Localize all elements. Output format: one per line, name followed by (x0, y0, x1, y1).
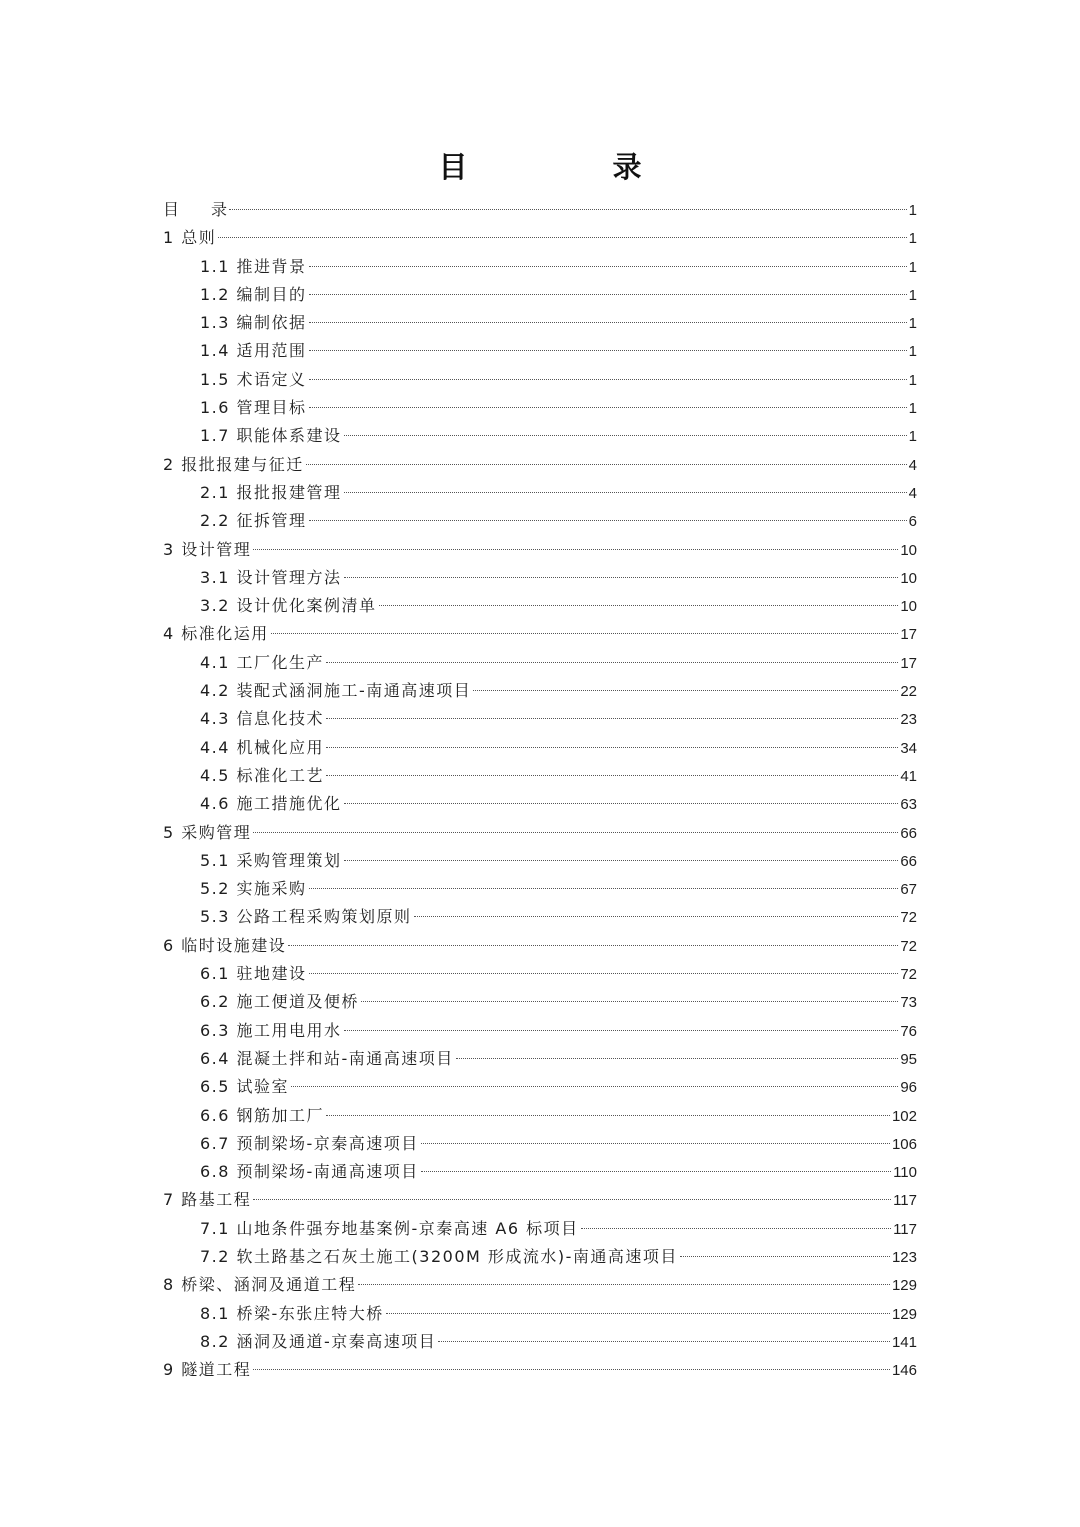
toc-entry-page: 1 (908, 315, 917, 333)
toc-dot-leader (306, 464, 907, 465)
toc-entry-page: 10 (900, 598, 917, 616)
toc-dot-leader (473, 690, 898, 691)
toc-dot-leader (309, 407, 907, 408)
toc-entry[interactable] (163, 592, 917, 620)
toc-entry-text: 3.1 设计管理方法 (200, 567, 342, 587)
toc-entry[interactable] (163, 1215, 917, 1243)
toc-entry[interactable] (163, 734, 917, 762)
toc-dot-leader (344, 1030, 899, 1031)
toc-entry[interactable] (163, 309, 917, 337)
toc-dot-leader (309, 520, 907, 521)
toc-entry-page: 1 (908, 258, 917, 276)
toc-dot-leader (309, 888, 899, 889)
toc-dot-leader (309, 973, 899, 974)
toc-dot-leader (309, 379, 907, 380)
toc-dot-leader (253, 1199, 891, 1200)
toc-title: 目 录 (438, 150, 700, 184)
toc-dot-leader (680, 1256, 890, 1257)
toc-entry-text: 4.3 信息化技术 (200, 709, 325, 729)
toc-entry-page: 4 (908, 456, 917, 474)
toc-entry-page: 72 (900, 966, 917, 984)
toc-dot-leader (326, 747, 898, 748)
toc-entry-text: 5.3 公路工程采购策划原则 (200, 907, 412, 927)
toc-entry-page: 1 (908, 343, 917, 361)
toc-dot-leader (271, 633, 899, 634)
toc-entry-page: 146 (891, 1362, 917, 1380)
toc-entry[interactable] (163, 960, 917, 988)
toc-dot-leader (386, 1313, 890, 1314)
toc-entry-text: 1.2 编制目的 (200, 284, 307, 304)
toc-entry-page: 110 (893, 1164, 917, 1182)
toc-dot-leader (379, 605, 899, 606)
toc-entry-page: 141 (891, 1333, 917, 1351)
toc-entry[interactable] (163, 1243, 917, 1271)
toc-dot-leader (361, 1001, 898, 1002)
toc-entry[interactable] (163, 677, 917, 705)
toc-entry-text: 4.4 机械化应用 (200, 737, 325, 757)
toc-entry-text: 6.4 混凝土拌和站-南通高速项目 (200, 1048, 454, 1068)
toc-entry-page: 6 (908, 513, 917, 531)
toc-entry-text: 5.1 采购管理策划 (200, 850, 342, 870)
toc-entry[interactable] (163, 394, 917, 422)
toc-entry-text: 1.3 编制依据 (200, 313, 307, 333)
toc-dot-leader (309, 266, 907, 267)
toc-entry[interactable] (163, 1073, 917, 1101)
toc-dot-leader (581, 1228, 891, 1229)
toc-entry-text: 6.7 预制梁场-京秦高速项目 (200, 1133, 419, 1153)
toc-entry[interactable] (163, 1356, 917, 1384)
toc-entry[interactable] (163, 1102, 917, 1130)
toc-entry[interactable] (163, 1186, 917, 1214)
toc-entry-text: 1.1 推进背景 (200, 256, 307, 276)
toc-dot-leader (414, 916, 899, 917)
toc-entry-text: 2.2 征拆管理 (200, 511, 307, 531)
toc-dot-leader (253, 832, 898, 833)
toc-entry-text: 4.2 装配式涵洞施工-南通高速项目 (200, 681, 472, 701)
toc-entry[interactable] (163, 649, 917, 677)
toc-entry-page: 17 (900, 626, 917, 644)
toc-entry-page: 102 (891, 1107, 917, 1125)
toc-entry-text: 2.1 报批报建管理 (200, 482, 342, 502)
toc-dot-leader (358, 1284, 890, 1285)
toc-entry-text: 6.2 施工便道及便桥 (200, 992, 360, 1012)
toc-entry[interactable] (163, 1130, 917, 1158)
toc-entry-page: 67 (900, 881, 917, 899)
toc-entry-text: 4 标准化运用 (163, 624, 269, 644)
toc-entry[interactable] (163, 847, 917, 875)
toc-dot-leader (326, 1115, 890, 1116)
toc-entry[interactable] (163, 1300, 917, 1328)
toc-entry[interactable] (163, 875, 917, 903)
toc-entry[interactable] (163, 451, 917, 479)
toc-entry[interactable] (163, 790, 917, 818)
toc-entry-page: 129 (891, 1277, 917, 1295)
toc-entry-page: 1 (908, 202, 917, 219)
toc-entry-text: 6.1 驻地建设 (200, 964, 307, 984)
toc-entry-text: 6 临时设施建设 (163, 935, 287, 955)
toc-entry[interactable] (163, 1328, 917, 1356)
toc-entry-page: 66 (900, 852, 917, 870)
toc-entry-page: 4 (908, 484, 917, 502)
toc-dot-leader (344, 435, 907, 436)
toc-entry-page: 1 (908, 400, 917, 418)
toc-dot-leader (326, 718, 898, 719)
toc-entry-page: 73 (900, 994, 917, 1012)
toc-entry-page: 96 (900, 1079, 917, 1097)
toc-entry-page: 10 (900, 569, 917, 587)
toc-entry-text: 6.3 施工用电用水 (200, 1020, 342, 1040)
toc-entry-text: 4.1 工厂化生产 (200, 652, 325, 672)
toc-entry-text: 3.2 设计优化案例清单 (200, 596, 377, 616)
toc-entry-text: 7.1 山地条件强夯地基案例-京秦高速 A6 标项目 (200, 1218, 579, 1238)
toc-entry-page: 1 (908, 230, 917, 248)
toc-entry-page: 72 (900, 909, 917, 927)
toc-entry-text: 6.8 预制梁场-南通高速项目 (200, 1162, 419, 1182)
toc-entry-page: 17 (900, 654, 917, 672)
toc-entry[interactable] (163, 253, 917, 281)
toc-entry[interactable] (163, 1271, 917, 1299)
toc-entry-page: 66 (900, 824, 917, 842)
toc-dot-leader (438, 1341, 890, 1342)
toc-entry-page: 95 (900, 1050, 917, 1068)
toc-entry-text: 1.4 适用范围 (200, 341, 307, 361)
toc-dot-leader (291, 1086, 898, 1087)
toc-entry-page: 76 (900, 1022, 917, 1040)
toc-entry[interactable] (163, 196, 917, 224)
toc-entry-text: 6.5 试验室 (200, 1077, 290, 1097)
toc-entry-text: 7 路基工程 (163, 1190, 252, 1210)
toc-entry-page: 1 (908, 428, 917, 446)
toc-dot-leader (344, 803, 899, 804)
toc-entry-text: 8 桥梁、涵洞及通道工程 (163, 1275, 357, 1295)
toc-entry[interactable] (163, 903, 917, 931)
toc-entry[interactable] (163, 479, 917, 507)
toc-entry-text: 5 采购管理 (163, 822, 252, 842)
toc-dot-leader (326, 775, 898, 776)
toc-entry-page: 106 (891, 1135, 917, 1153)
toc-entry-text: 4.6 施工措施优化 (200, 794, 342, 814)
toc-entry-page: 10 (900, 541, 917, 559)
toc-entry[interactable] (163, 536, 917, 564)
toc-entry[interactable] (163, 422, 917, 450)
toc-entry-page: 1 (908, 286, 917, 304)
toc-entry-text: 8.2 涵洞及通道-京秦高速项目 (200, 1331, 437, 1351)
toc-dot-leader (456, 1058, 899, 1059)
toc-entry-page: 123 (891, 1248, 917, 1266)
toc-dot-leader (421, 1143, 890, 1144)
toc-entry[interactable] (163, 988, 917, 1016)
toc-entry[interactable] (163, 762, 917, 790)
toc-entry-page: 34 (900, 739, 917, 757)
toc-entry[interactable] (163, 1017, 917, 1045)
toc-entry-page: 63 (900, 796, 917, 814)
toc-entry[interactable] (163, 564, 917, 592)
toc-entry-text: 1.7 职能体系建设 (200, 426, 342, 446)
toc-dot-leader (309, 322, 907, 323)
toc-list (163, 196, 917, 1384)
toc-entry-page: 1 (908, 371, 917, 389)
toc-entry-text: 5.2 实施采购 (200, 879, 307, 899)
toc-dot-leader (253, 549, 898, 550)
toc-entry-text: 4.5 标准化工艺 (200, 765, 325, 785)
toc-dot-leader (288, 945, 898, 946)
toc-entry[interactable] (163, 281, 917, 309)
toc-entry-page: 117 (893, 1220, 917, 1238)
toc-entry[interactable] (163, 932, 917, 960)
toc-dot-leader (344, 492, 907, 493)
toc-entry[interactable] (163, 366, 917, 394)
toc-entry-text: 7.2 软土路基之石灰土施工(3200M 形成流水)-南通高速项目 (200, 1246, 678, 1266)
toc-entry[interactable] (163, 507, 917, 535)
toc-dot-leader (218, 237, 906, 238)
toc-entry-text: 8.1 桥梁-东张庄特大桥 (200, 1303, 384, 1323)
toc-entry[interactable] (163, 620, 917, 648)
toc-entry[interactable] (163, 705, 917, 733)
toc-entry[interactable] (163, 224, 917, 252)
toc-entry-text: 1.6 管理目标 (200, 398, 307, 418)
toc-entry-text: 3 设计管理 (163, 539, 252, 559)
toc-entry-page: 41 (900, 767, 917, 785)
toc-entry-page: 23 (900, 711, 917, 729)
toc-entry-page: 22 (900, 683, 917, 701)
toc-entry-text: 6.6 钢筋加工厂 (200, 1105, 325, 1125)
toc-entry-text: 1 总则 (163, 228, 217, 248)
toc-entry[interactable] (163, 1158, 917, 1186)
toc-entry[interactable] (163, 819, 917, 847)
toc-entry-text: 1.5 术语定义 (200, 369, 307, 389)
toc-dot-leader (326, 662, 898, 663)
toc-dot-leader (229, 209, 907, 210)
toc-entry[interactable] (163, 337, 917, 365)
toc-entry-page: 129 (891, 1305, 917, 1323)
toc-dot-leader (344, 577, 899, 578)
toc-entry-text: 9 隧道工程 (163, 1360, 252, 1380)
toc-entry-text: 目 录 (163, 200, 228, 219)
toc-entry[interactable] (163, 1045, 917, 1073)
toc-entry-page: 72 (900, 937, 917, 955)
toc-dot-leader (421, 1171, 891, 1172)
toc-dot-leader (344, 860, 899, 861)
toc-entry-page: 117 (893, 1192, 917, 1210)
toc-dot-leader (253, 1369, 890, 1370)
toc-entry-text: 2 报批报建与征迁 (163, 454, 304, 474)
toc-dot-leader (309, 350, 907, 351)
toc-dot-leader (309, 294, 907, 295)
